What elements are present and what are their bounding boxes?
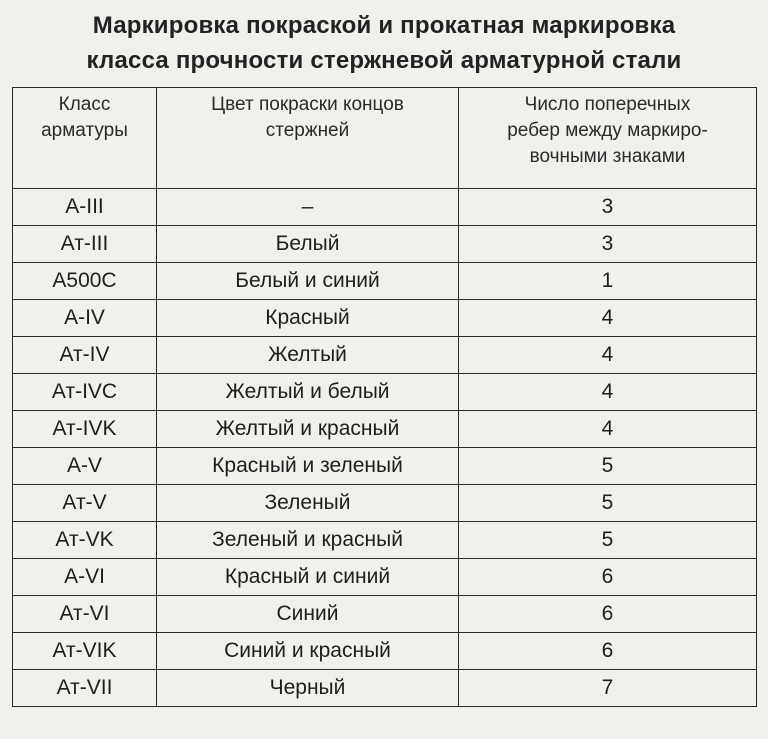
title-line-1: Маркировка покраской и прокатная маркировка — [92, 12, 676, 39]
marking-table — [12, 87, 757, 707]
cell-ribs: 5 — [459, 522, 757, 559]
cell-color: – — [157, 189, 459, 226]
table-row — [13, 300, 757, 337]
cell-color: Белый и синий — [157, 263, 459, 300]
table-row — [13, 448, 757, 485]
header-ribs-line-1: Число поперечных — [524, 94, 691, 115]
table-row — [13, 633, 757, 670]
cell-color: Желтый и красный — [157, 411, 459, 448]
cell-color: Синий — [157, 596, 459, 633]
table-row — [13, 189, 757, 226]
table-row — [13, 559, 757, 596]
table-row — [13, 411, 757, 448]
cell-class: А500С — [13, 263, 157, 300]
cell-color: Красный и синий — [157, 559, 459, 596]
cell-color: Желтый — [157, 337, 459, 374]
cell-ribs: 4 — [459, 337, 757, 374]
cell-class: Ат-IVK — [13, 411, 157, 448]
cell-ribs: 6 — [459, 559, 757, 596]
table-body — [13, 189, 757, 707]
cell-class: Ат-V — [13, 485, 157, 522]
cell-color: Красный — [157, 300, 459, 337]
table-row — [13, 263, 757, 300]
cell-ribs: 5 — [459, 448, 757, 485]
cell-color: Белый — [157, 226, 459, 263]
cell-color: Синий и красный — [157, 633, 459, 670]
cell-ribs: 1 — [459, 263, 757, 300]
cell-ribs: 4 — [459, 300, 757, 337]
header-ribs-line-3: вочными знаками — [529, 146, 686, 167]
document-title — [0, 8, 768, 78]
cell-ribs: 6 — [459, 633, 757, 670]
cell-class: A-III — [13, 189, 157, 226]
cell-color: Красный и зеленый — [157, 448, 459, 485]
table-row — [13, 596, 757, 633]
cell-color: Зеленый — [157, 485, 459, 522]
cell-class: Ат-III — [13, 226, 157, 263]
cell-class: Ат-IV — [13, 337, 157, 374]
cell-class: Ат-VIK — [13, 633, 157, 670]
cell-color: Зеленый и красный — [157, 522, 459, 559]
cell-class: A-IV — [13, 300, 157, 337]
cell-class: Ат-VII — [13, 670, 157, 707]
cell-class: Ат-IVC — [13, 374, 157, 411]
cell-class: A-VI — [13, 559, 157, 596]
table-row — [13, 522, 757, 559]
cell-ribs: 5 — [459, 485, 757, 522]
table-row — [13, 374, 757, 411]
cell-color: Желтый и белый — [157, 374, 459, 411]
header-ribs — [459, 88, 757, 189]
cell-class: Ат-VK — [13, 522, 157, 559]
cell-ribs: 7 — [459, 670, 757, 707]
cell-ribs: 6 — [459, 596, 757, 633]
cell-ribs: 4 — [459, 374, 757, 411]
header-color-line-2: стержней — [265, 120, 350, 141]
table-row — [13, 670, 757, 707]
table-row — [13, 337, 757, 374]
header-class — [13, 88, 157, 189]
header-color — [157, 88, 459, 189]
header-class-line-1: Класс — [58, 94, 111, 115]
cell-class: A-V — [13, 448, 157, 485]
table-row — [13, 226, 757, 263]
header-class-line-2: арматуры — [41, 120, 128, 141]
cell-ribs: 4 — [459, 411, 757, 448]
cell-ribs: 3 — [459, 226, 757, 263]
table-header-row — [13, 88, 757, 189]
cell-class: Ат-VI — [13, 596, 157, 633]
cell-color: Черный — [157, 670, 459, 707]
header-color-line-1: Цвет покраски концов — [211, 94, 404, 115]
cell-ribs: 3 — [459, 189, 757, 226]
table-row — [13, 485, 757, 522]
header-ribs-line-2: ребер между маркиро- — [507, 120, 708, 141]
title-line-2: класса прочности стержневой арматурной стали — [86, 47, 682, 74]
